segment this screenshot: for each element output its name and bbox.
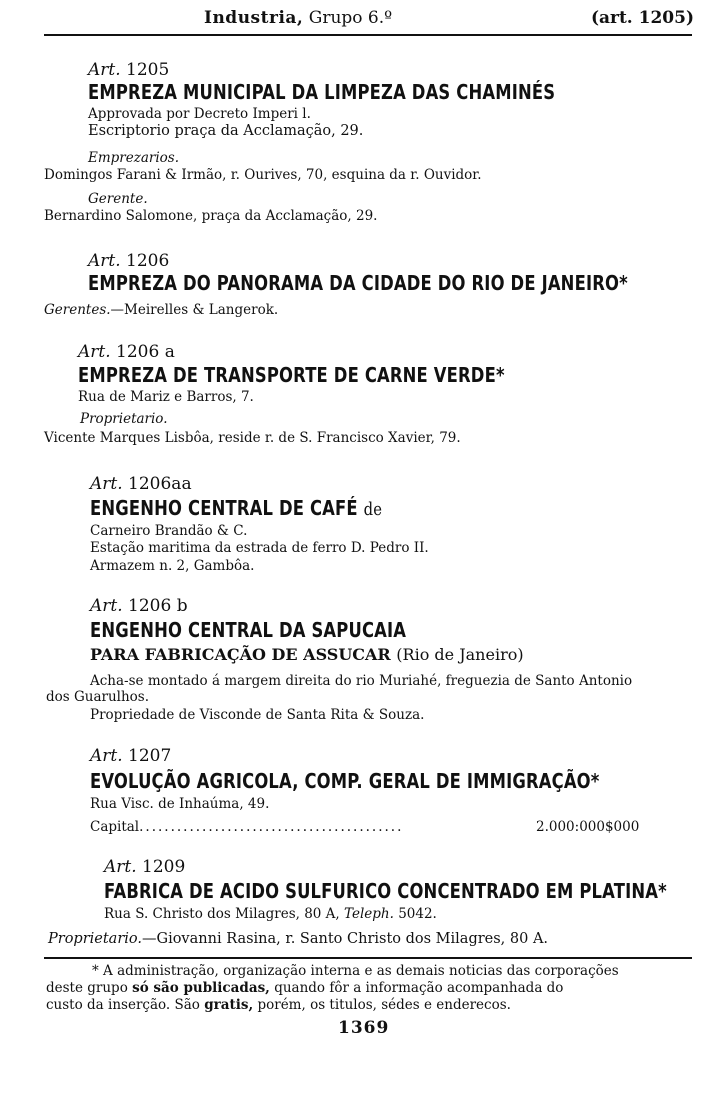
entry-line: Propriedade de Visconde de Santa Rita & Souza.	[90, 707, 425, 723]
entry-title: EMPREZA DE TRANSPORTE DE CARNE VERDE*	[78, 363, 505, 387]
entry-subtitle: PARA FABRICAÇÃO DE ASSUCAR (Rio de Janeiro)	[90, 645, 524, 664]
entry-title: ENGENHO CENTRAL DA SAPUCAIA	[90, 618, 407, 642]
entry-person: Domingos Farani & Irmão, r. Ourives, 70, esquina da r. Ouvidor.	[44, 167, 482, 183]
entry-role: Gerente.	[88, 191, 148, 207]
entry-line: Armazem n. 2, Gambôa.	[90, 558, 255, 574]
header-rule	[44, 34, 692, 36]
article-label: Art. 1206aa	[90, 474, 192, 494]
header-article-ref: (art. 1205)	[590, 8, 694, 28]
entry-line: Acha-se montado á margem direita do rio Muriahé, freguezia de Santo Antonio	[90, 673, 633, 689]
article-label: Art. 1209	[104, 857, 186, 877]
entry-title: EMPREZA MUNICIPAL DA LIMPEZA DAS CHAMINÉS	[88, 80, 556, 104]
entry-title: EMPREZA DO PANORAMA DA CIDADE DO RIO DE JANEIRO*	[88, 271, 628, 295]
entry-title: FABRICA DE ACIDO SULFURICO CONCENTRADO EM PLATINA*	[104, 879, 667, 903]
capital-row	[90, 819, 403, 835]
entry-contact: Gerentes.—Meirelles & Langerok.	[44, 302, 279, 318]
article-label: Art. 1206	[88, 251, 170, 271]
article-label: Art. 1205	[88, 60, 170, 80]
entry-person: Vicente Marques Lisbôa, reside r. de S. Francisco Xavier, 79.	[44, 430, 461, 446]
entry-line: Estação maritima da estrada de ferro D. Pedro II.	[90, 540, 429, 556]
entry-title: ENGENHO CENTRAL DE CAFÉ de	[90, 496, 383, 520]
footnote-line: custo da inserção. São gratis, porém, os titulos, sédes e enderecos.	[46, 997, 511, 1013]
footnote-line: deste grupo só são publicadas, quando fôr a informação acompanhada do	[46, 980, 564, 996]
entry-line: Rua Visc. de Inhaúma, 49.	[90, 796, 270, 812]
article-label: Art. 1207	[90, 746, 172, 766]
entry-person: Bernardino Salomone, praça da Acclamação, 29.	[44, 208, 378, 224]
entry-line: Carneiro Brandão & C.	[90, 523, 248, 539]
header-group: Grupo 6.º	[308, 8, 393, 28]
page-number: 1369	[338, 1018, 390, 1038]
entry-line: Rua de Mariz e Barros, 7.	[78, 389, 254, 405]
header-section	[204, 8, 392, 28]
capital-value: 2.000:000$000	[536, 819, 640, 835]
article-label: Art. 1206 a	[78, 342, 175, 362]
entry-line: dos Guarulhos.	[46, 689, 150, 705]
entry-contact: Proprietario.—Giovanni Rasina, r. Santo Christo dos Milagres, 80 A.	[48, 931, 549, 947]
entry-line: Approvada por Decreto Imperi l.	[88, 106, 311, 122]
entry-line: Escriptorio praça da Acclamação, 29.	[88, 123, 364, 139]
header-section-name: Industria,	[204, 8, 304, 28]
capital-leader: ..........................................	[139, 819, 404, 835]
footnote-line: * A administração, organização interna e as demais noticias das corporações	[92, 963, 619, 979]
entry-role: Emprezarios.	[88, 150, 180, 166]
running-header	[44, 8, 694, 32]
entry-title: EVOLUÇÃO AGRICOLA, COMP. GERAL DE IMMIGRAÇÃO*	[90, 769, 600, 793]
article-label: Art. 1206 b	[90, 596, 188, 616]
footnote-rule	[44, 957, 692, 959]
entry-role: Proprietario.	[80, 411, 168, 427]
capital-label: Capital	[90, 819, 140, 835]
entry-line: Rua S. Christo dos Milagres, 80 A, Teleph. 5042.	[104, 906, 437, 922]
